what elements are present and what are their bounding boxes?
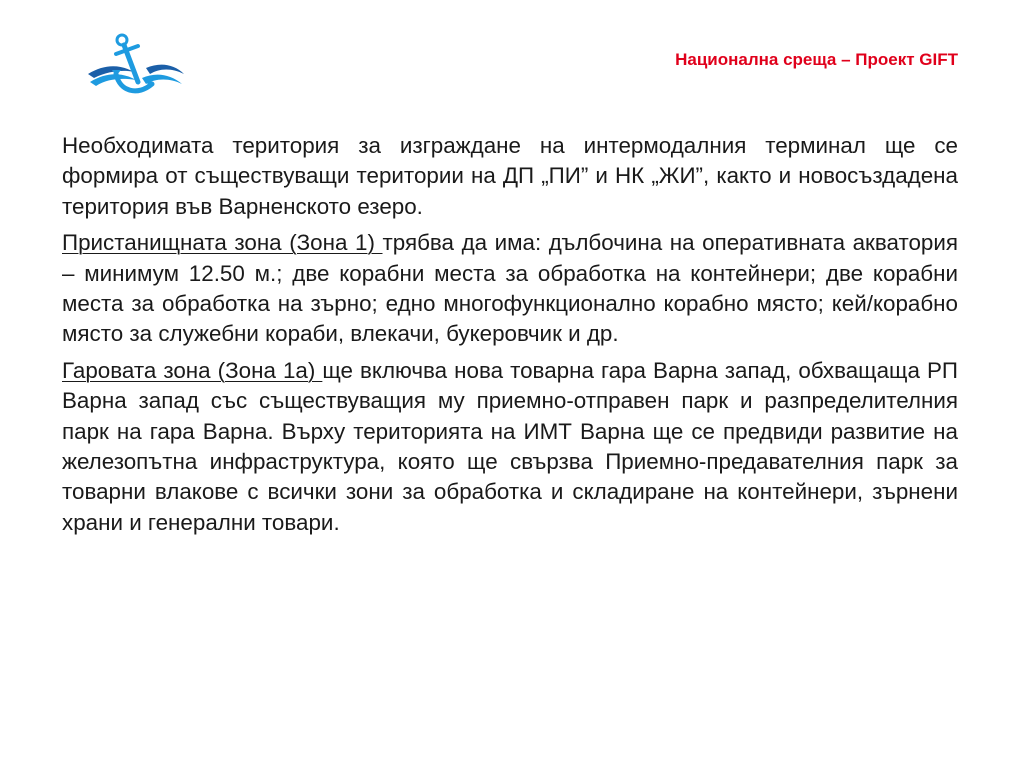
anchor-logo-icon <box>86 30 186 102</box>
paragraph-text: ще включва нова товарна гара Варна запад, обхващаща РП Варна запад със съществуващия му приемно-отправен парк и разпределителния парк на гара Варна. Върху територията на ИМТ Варна ще се предвиди развитие на железопътна инфраструктура, която ще свързва Приемно-предавателния парк за товарни влакове с всички зони за обработка и складиране на контейнери, зърнени храни и генерални товари. <box>62 357 958 535</box>
body-text <box>62 131 958 544</box>
paragraph-text: трябва да има: дълбочина на оперативната акватория – минимум 12.50 м.; две корабни места за обработка на контейнери; две корабни места за обработка на зърно; едно многофункционално корабно място; кей/корабно място за служебни кораби, влекачи, букеровчик и др. <box>62 230 958 347</box>
page-title: Национална среща – Проект GIFT <box>675 50 958 69</box>
port-zone-heading: Пристанищната зона (Зона 1) <box>62 230 383 256</box>
paragraph-territory <box>62 131 958 222</box>
station-zone-heading: Гаровата зона (Зона 1а) <box>62 357 323 383</box>
paragraph-text: Необходимата територия за изграждане на интермодалния терминал ще се формира от съществуващи територии на ДП „ПИ” и НК „ЖИ”, както и новосъздадена територия във Варненското езеро. <box>62 133 958 219</box>
paragraph-port-zone <box>62 228 958 350</box>
paragraph-station-zone <box>62 356 958 538</box>
